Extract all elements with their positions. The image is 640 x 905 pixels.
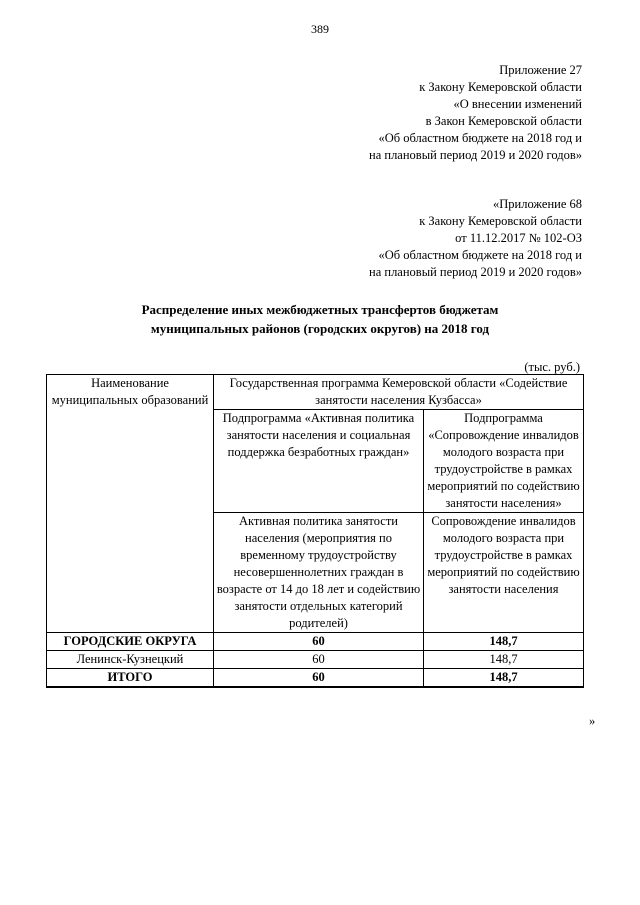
units-label: (тыс. руб.) bbox=[524, 360, 580, 374]
appendix-68-line: от 11.12.2017 № 102-ОЗ bbox=[455, 231, 582, 245]
appendix-27-line: Приложение 27 bbox=[499, 63, 582, 77]
table-row bbox=[47, 633, 584, 651]
header-program: Государственная программа Кемеровской области «Содействие занятости населения Кузбасса» bbox=[214, 375, 584, 410]
appendix-68-line: «Приложение 68 bbox=[493, 197, 582, 211]
row-value-b: 148,7 bbox=[424, 633, 584, 651]
row-value-a: 60 bbox=[214, 651, 424, 669]
header-municipality: Наименование муниципальных образований bbox=[47, 375, 214, 633]
appendix-68-line: к Закону Кемеровской области bbox=[419, 214, 582, 228]
table-row bbox=[47, 651, 584, 669]
appendix-27-header bbox=[369, 62, 582, 164]
header-event-a: Активная политика занятости населения (мероприятия по временному трудоустройству несовершеннолетних граждан в возрасте от 14 до 18 лет и содействию занятости отдельных категорий родителей) bbox=[214, 513, 424, 633]
appendix-68-line: «Об областном бюджете на 2018 год и bbox=[378, 248, 582, 262]
row-value-a: 60 bbox=[214, 669, 424, 688]
appendix-27-line: «О внесении изменений bbox=[453, 97, 582, 111]
header-subprogram-b: Подпрограмма «Сопровождение инвалидов молодого возраста при трудоустройстве в рамках мероприятий по содействию занятости населения» bbox=[424, 410, 584, 513]
row-value-b: 148,7 bbox=[424, 651, 584, 669]
page-number: 389 bbox=[311, 22, 329, 36]
closing-quote: » bbox=[589, 714, 596, 728]
appendix-27-line: на плановый период 2019 и 2020 годов» bbox=[369, 148, 582, 162]
row-name: ИТОГО bbox=[47, 669, 214, 688]
header-row-program bbox=[47, 375, 584, 410]
table-row-total bbox=[47, 669, 584, 688]
transfers-table bbox=[46, 374, 584, 688]
row-name: ГОРОДСКИЕ ОКРУГА bbox=[47, 633, 214, 651]
document-title bbox=[0, 300, 640, 338]
row-value-b: 148,7 bbox=[424, 669, 584, 688]
appendix-68-line: на плановый период 2019 и 2020 годов» bbox=[369, 265, 582, 279]
appendix-68-header bbox=[369, 196, 582, 281]
row-name: Ленинск-Кузнецкий bbox=[47, 651, 214, 669]
header-subprogram-a: Подпрограмма «Активная политика занятости населения и социальная поддержка безработных граждан» bbox=[214, 410, 424, 513]
appendix-27-line: к Закону Кемеровской области bbox=[419, 80, 582, 94]
row-value-a: 60 bbox=[214, 633, 424, 651]
title-line-2: муниципальных районов (городских округов) на 2018 год bbox=[150, 321, 490, 336]
header-event-b: Сопровождение инвалидов молодого возраста при трудоустройстве в рамках мероприятий по содействию занятости населения bbox=[424, 513, 584, 633]
title-line-1: Распределение иных межбюджетных трансфертов бюджетам bbox=[141, 302, 499, 317]
appendix-27-line: в Закон Кемеровской области bbox=[425, 114, 582, 128]
appendix-27-line: «Об областном бюджете на 2018 год и bbox=[378, 131, 582, 145]
